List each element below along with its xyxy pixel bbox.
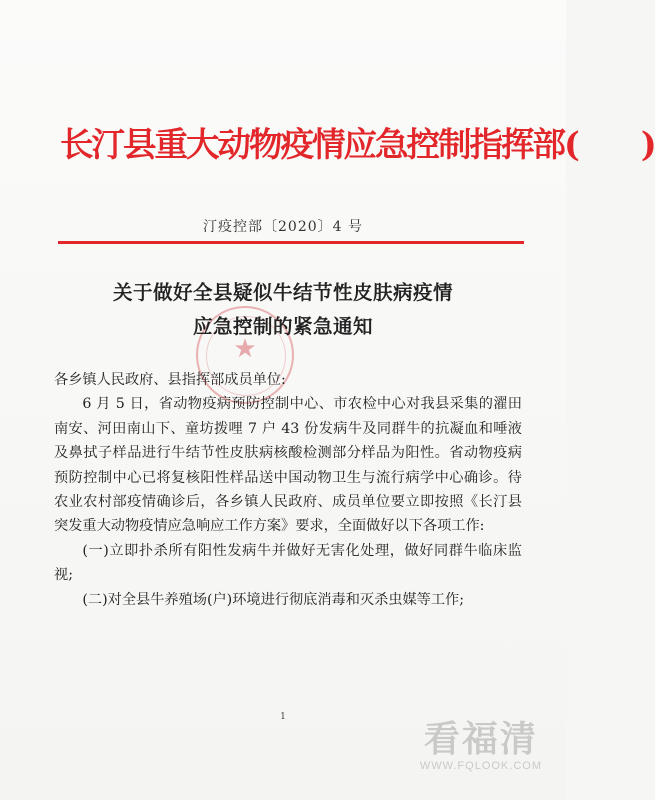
action-item-1: (一)立即扑杀所有阳性发病牛并做好无害化处理，做好同群牛临床监视;	[54, 542, 522, 584]
action-item-2: (二)对全县牛养殖场(户)环境进行彻底消毒和灭杀虫媒等工作;	[82, 591, 465, 608]
red-divider-line	[58, 241, 524, 244]
document-number: 汀疫控部〔2020〕4 号	[203, 219, 363, 235]
salutation: 各乡镇人民政府、县指挥部成员单位:	[54, 372, 286, 388]
watermark-url: WWW.FQLOOK.COM	[419, 760, 542, 772]
watermark-logo-text: 看福清	[423, 719, 538, 760]
notice-body	[54, 368, 522, 612]
page-number: 1	[280, 712, 286, 722]
notice-title	[0, 276, 566, 344]
body-paragraph-1: 6 月 5 日，省动物疫病预防控制中心、市农检中心对我县采集的濯田南安、河田南山下、童坊拨哩 7 户 43 份发病牛及同群牛的抗凝血和唾液及鼻拭子样品进行牛结节性皮肤病核酸检测部分样品为阳性。省动物疫病预防控制中心已将复核阳性样品送中国动物卫生与流行病学中心确诊。待农业农村部疫情确诊后，各乡镇人民政府、成员单位要立即按照《长汀县突发重大动物疫情应急响应工作方案》要求，全面做好以下各项工作:	[54, 396, 522, 535]
notice-title-line1: 关于做好全县疑似牛结节性皮肤病疫情	[112, 281, 453, 304]
seal-star-icon: ★	[233, 334, 257, 364]
site-watermark	[419, 719, 542, 772]
issuing-authority-header: 长汀县重大动物疫情应急控制指挥部( )	[60, 125, 655, 164]
notice-title-line2: 应急控制的紧急通知	[192, 315, 373, 338]
